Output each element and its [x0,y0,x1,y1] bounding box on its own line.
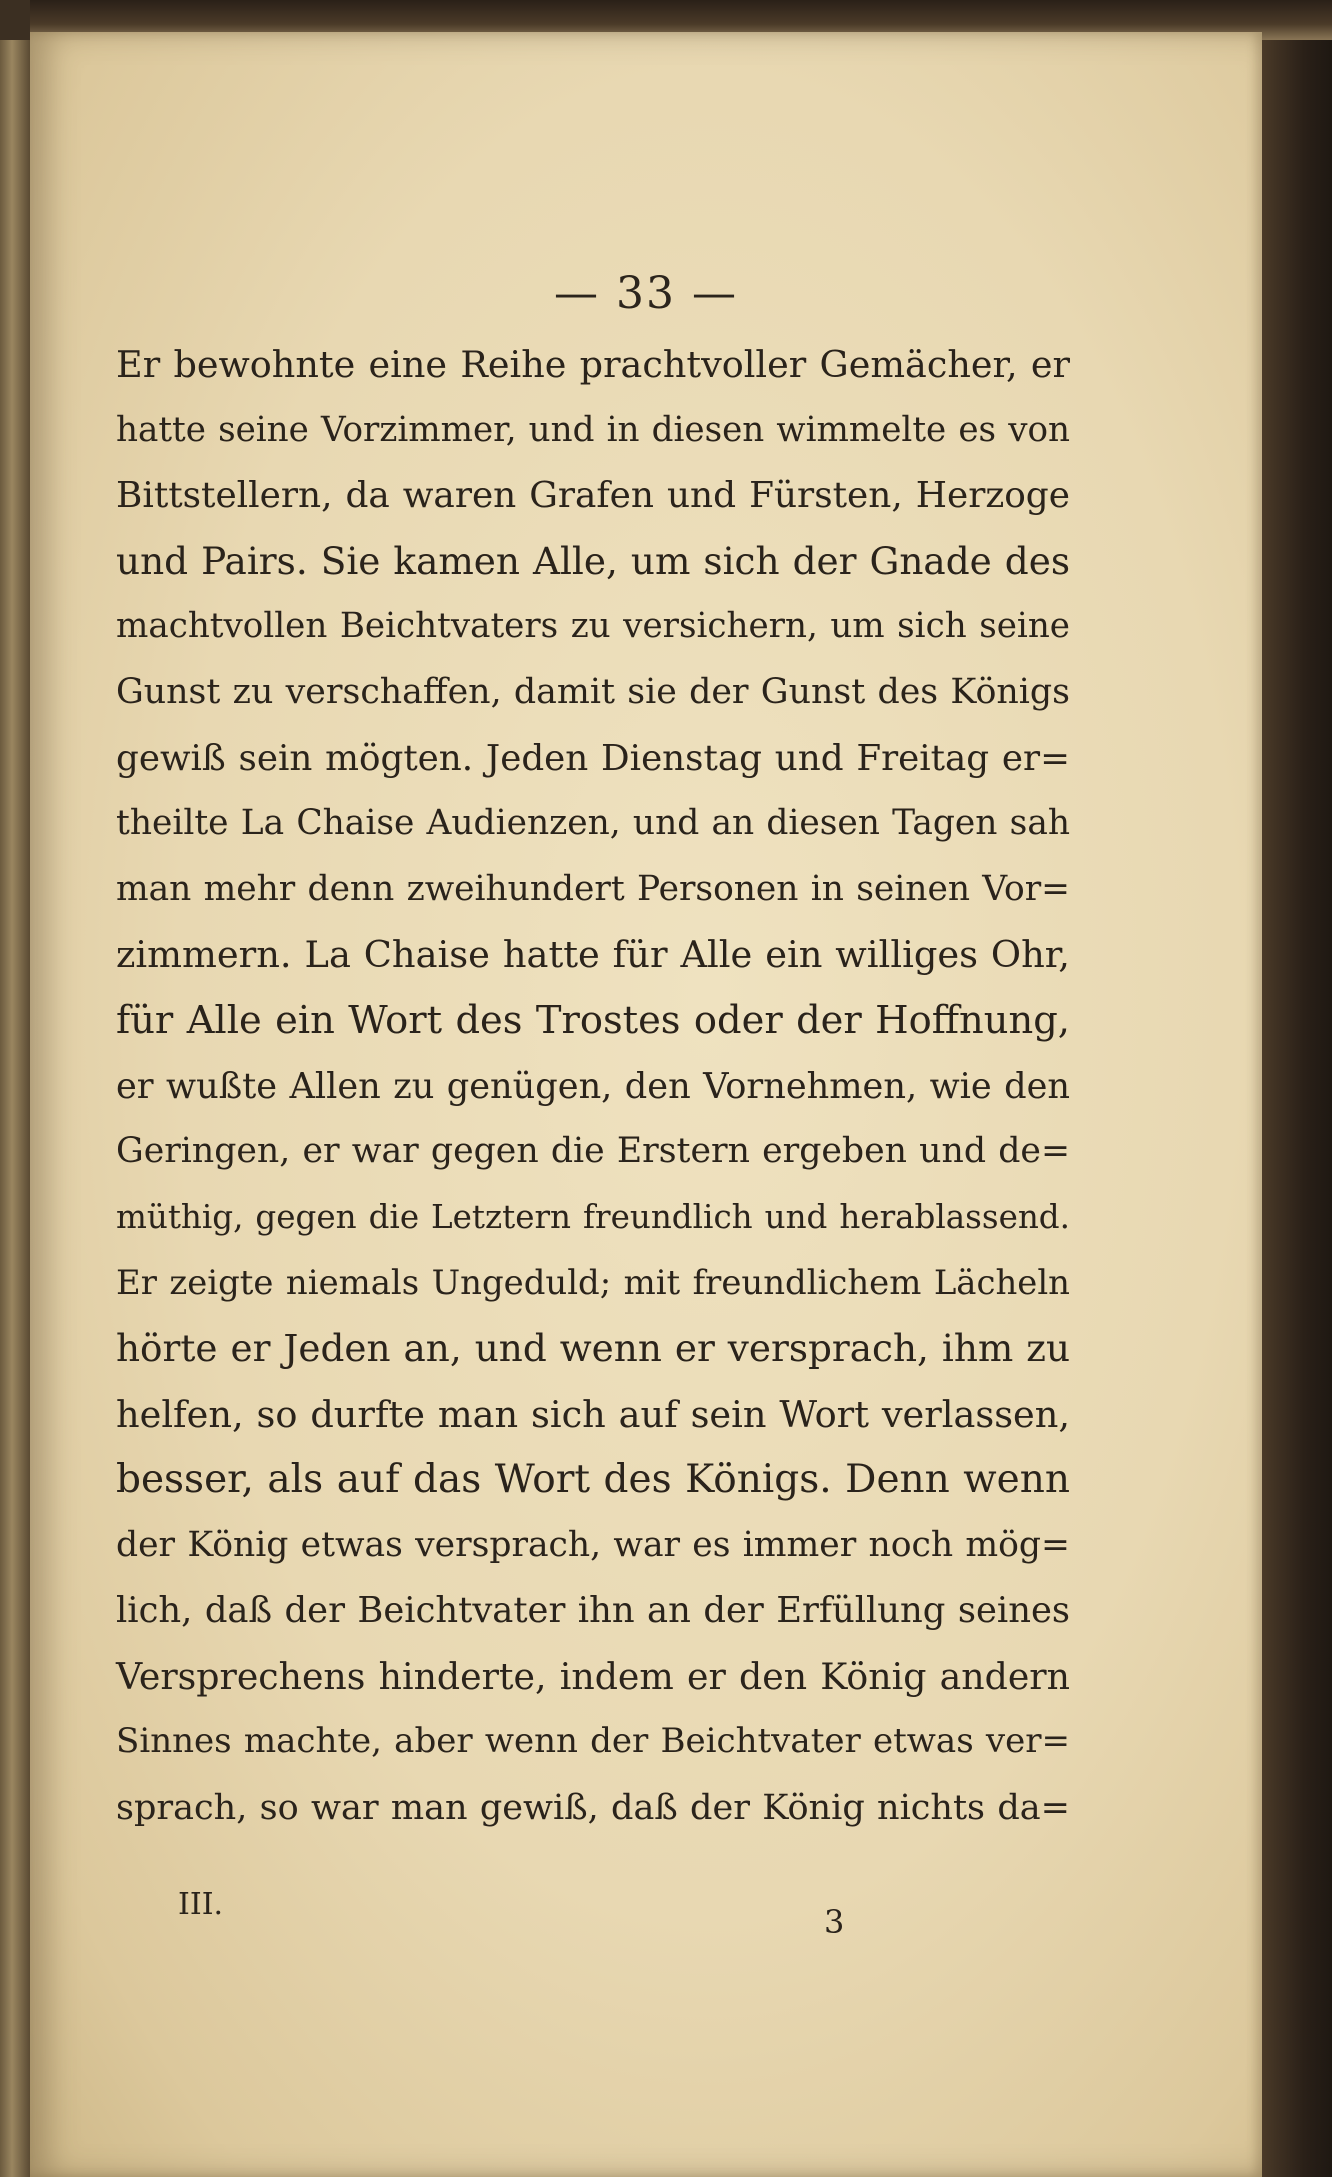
text-line: und Pairs. Sie kamen Alle, um sich der Gnade des [116,538,1070,583]
book-cover-edge [1262,40,1332,2177]
book-page [30,32,1262,2177]
text-line: sprach, so war man gewiß, daß der König nichts da= [116,1787,1070,1829]
volume-signature: III. [178,1887,224,1922]
text-line: Sinnes machte, aber wenn der Beichtvater etwas ver= [116,1721,1070,1762]
text-line: lich, daß der Beichtvater ihn an der Erfüllung seines [116,1590,1070,1632]
text-line: hörte er Jeden an, und wenn er versprach, ihm zu [116,1325,1070,1370]
text-line: Er bewohnte eine Reihe prachtvoller Gemächer, er [116,343,1070,386]
page-footer [116,1887,1076,1947]
text-line: zimmern. La Chaise hatte für Alle ein williges Ohr, [116,933,1070,977]
text-line: Geringen, er war gegen die Erstern ergeben und de= [116,1131,1070,1172]
text-line: für Alle ein Wort des Trostes oder der Hoffnung, [116,997,1070,1043]
sheet-signature-number: 3 [824,1903,845,1941]
text-line: gewiß sein mögten. Jeden Dienstag und Freitag er= [116,737,1070,779]
text-line: Er zeigte niemals Ungeduld; mit freundlichem Lächeln [116,1263,1070,1303]
text-line: müthig, gegen die Letztern freundlich und herablassend. [116,1197,1070,1236]
text-line: er wußte Allen zu genügen, den Vornehmen, wie den [116,1065,1070,1107]
text-line: Versprechens hinderte, indem er den König andern [116,1654,1070,1698]
body-text [116,332,1070,1841]
text-line: man mehr denn zweihundert Personen in seinen Vor= [116,868,1070,909]
text-line: der König etwas versprach, war es immer noch mög= [116,1524,1070,1565]
previous-page-edge [0,40,30,2177]
page-number-header: — 33 — [554,268,738,319]
text-line: helfen, so durfte man sich auf sein Wort verlassen, [116,1392,1070,1436]
text-line: machtvollen Beichtvaters zu versichern, um sich seine [116,606,1070,647]
text-line: Bittstellern, da waren Grafen und Fürsten, Herzoge [116,475,1070,517]
text-line: hatte seine Vorzimmer, und in diesen wimmelte es von [116,409,1070,450]
text-line: besser, als auf das Wort des Königs. Denn wenn [116,1457,1070,1503]
text-line: Gunst zu verschaffen, damit sie der Gunst des Königs [116,671,1070,712]
text-line: theilte La Chaise Audienzen, und an diesen Tagen sah [116,803,1070,844]
